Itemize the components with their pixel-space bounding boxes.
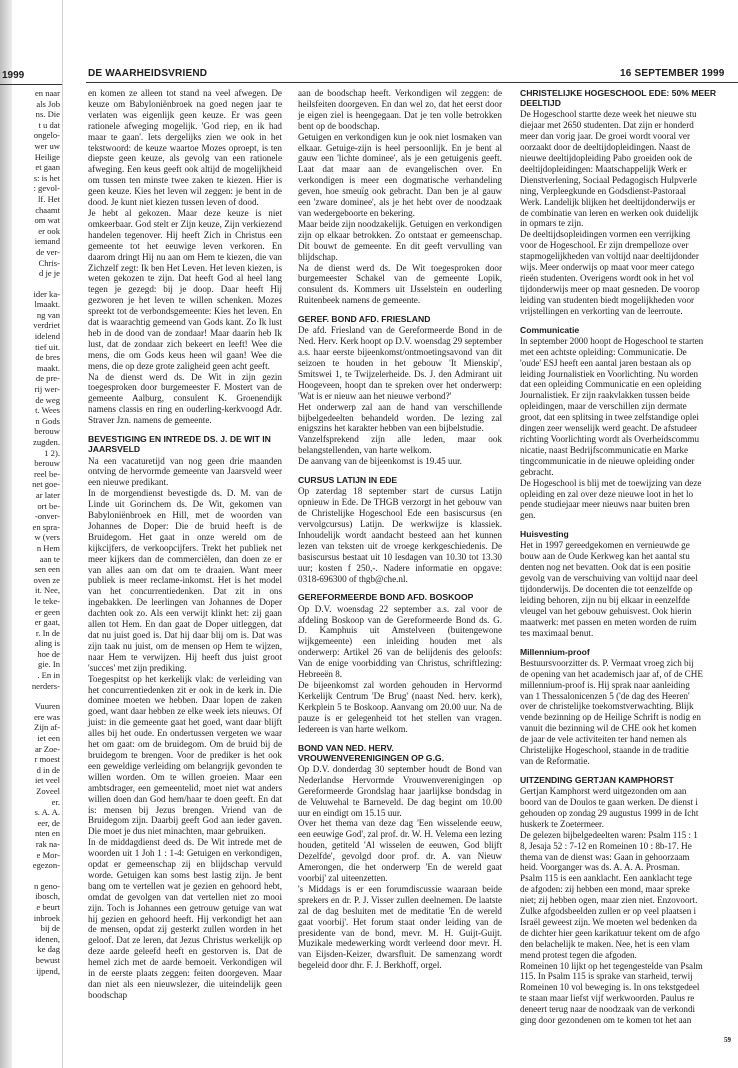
previous-page-line: ibosch, [35,891,60,902]
paragraph: In de middagdienst deed ds. De Wit intrede met de woorden uit 1 Joh 1 : 1-4: Getuigen en verkondigen, opdat er gemeenschap zij en blijdschap vervuld worde. Getuigen kan soms best lastig zijn. Je bent bang om te vertellen wat je gezien en gehoord hebt, omdat de gevolgen van dat vertellen niet zo mooi zijn. Toch is Johannes een getrouw getuige van wat hij gezien en gehoord heeft. Hij verkondigt het aan de mensen, opdat zij gesterkt zullen worden in het geloof. Dat ze leren, dat Jezus Christus werkelijk op deze aarde geleefd heeft en gestorven is. Dat de hemel zich met de aarde bemoeit. Verkondigen wil in de eerste plaats zeggen: feiten doorgeven. Maar dan niet als een nieuwslezer, die uiteindelijk geen boodschap [88,837,282,1000]
text-line: den belachelijk te maken. Nee, het is een vlam [520,938,690,949]
previous-page-line: et gaan [35,162,60,173]
previous-page-line: . En in [37,670,60,681]
previous-page-line: ort be- [37,500,60,511]
previous-page-line: s. A. A. [34,807,60,818]
previous-page-line: tief uit. [35,341,60,352]
paragraph: 's Middags is er een forumdiscussie waaraan beide sprekers en dr. P. J. Visser zullen deelnemen. De laatste zal de dag besluiten met de meditatie 'En de wereld gaat voorbij'. Het forum staat onder leiding van de presidente van de bond, mevr. M. H. Guijt-Guijt. Muzikale medewerking wordt verleend door mevr. H. van Eijsden-Keizer, dwarsfluit. De samenzang wordt begeleid door dhr. F. J. Berkhoff, orgel. [298,883,502,971]
text-line: Zulke afgodsbeelden zullen er op veel plaatsen i [520,906,697,917]
text-line: Werk. Landelijk blijken het deeltijdonderwijs er [520,196,696,207]
text-line: Psalm 115 is een aanklacht. Een aanklacht tege [520,873,692,884]
text-line: 115. In Psalm 115 is sprake van starheid, terwij [520,971,693,982]
previous-page-line: rak na- [35,838,60,849]
previous-page-line: er ook [38,225,60,236]
text-line: deeltijdopleidingen: Maatschappelijk Werk er [520,163,687,174]
previous-page-line: rij wer- [34,384,60,395]
text-line: De gelezen bijbelgedeelten waren: Psalm 115 : 1 [520,829,698,840]
text-line: van de Reformatie. [520,755,590,766]
text-line: richting Voorlichting wordt als Overheidscommu [520,433,700,444]
paragraph: In de morgendienst bevestigde ds. D. M. van de Linde uit Gorinchem ds. De Wit, gekomen van Babyloniënbroek en Hill, met de woorden van Johannes de Doper: Die de bruid heeft is de Bruidegom. Het gaat in onze wereld om de kijkcijfers, de verkoopcijfers. Trekt het publiek net meer kijkers dan de commerciëlen, dan doen ze er van alles aan om dat om te draaien. Want meer publiek is meer reclame-inkomst. Het is het model van het concurrentiedenken. Dat zit in ons ingebakken. De leerlingen van Johannes de Doper dachten ook zo. Als een verwijt klinkt het: zij gaan allen tot Hem. En dan gaat de Doper uitleggen, dat dat nu juist goed is. Dat hij daar blij om is. Dat was zijn taak nu juist, om de mensen op Hem te wijzen, naar Hem te verwijzen. Hij heeft dus juist groot 'succes' met zijn prediking. [88,488,282,673]
previous-page-line: bewust [35,954,60,965]
page-number: 59 [724,1036,731,1044]
text-line: wijs. Meer onderwijs op maat voor meer catego [520,262,695,273]
previous-page-line: de pre- [35,373,60,384]
paragraph: Na de dienst werd ds. De Wit toegesproken door burgemeester Schakel van de gemeente Lopik, consulent ds. Kommers uit IJsselstein en ouderling Ruitenbeek namens de gemeente. [298,262,502,306]
previous-page-line: de weg [35,394,60,405]
text-line: groot, dat een splitsing in twee zelfstandige oplei [520,412,699,423]
previous-page-line: idenen, [34,933,60,944]
previous-page-line: en naar [34,88,60,98]
previous-page-line: als Job [36,98,60,109]
previous-page-line: Chris- [38,257,60,268]
article-heading-che: CHRISTELIJKE HOGESCHOOL EDE: 50% MEER DEELTIJD [520,88,717,109]
text-line: niet; zij hebben ogen, maar zien niet. Enzovoort. [520,895,698,906]
previous-page-line: ere was [33,711,60,722]
communicatie-text [520,336,738,521]
paragraph: Op D.V. woensdag 22 september a.s. zal voor de afdeling Boskoop van de Gereformeerde Bond ds. G. D. Kamphuis uit Amstelveen (buitengewone wijkgemeente) een inleiding houden met als onderwerp: Artikel 26 van de belijdenis des geloofs: Van de enige voorbidding van Christus, schriftlezing: Hebreeën 8. [298,603,502,680]
subheading-huisvesting: Huisvesting [520,529,569,540]
previous-page-line: net goe- [32,479,60,490]
text-line: gevolg van de verschuiving van voltijd naar deel [520,573,698,584]
previous-page-line: lf. Het [38,193,60,204]
previous-page-line: nerders- [31,680,60,691]
previous-page-line: le teke- [34,595,60,606]
text-line: De deeltijdsopleidingen vormen een verrijking [520,229,691,240]
subheading-millennium: Millennium-proof [520,646,590,657]
text-line: de afgoden: zij hebben een mond, maar spreke [520,884,690,895]
previous-page-line: zugden. [33,437,60,447]
text-line: maatwerk: met passen en meten worden de ruim [520,616,697,627]
che-text [520,109,738,316]
article-heading-latijn: CURSUS LATIJN IN EDE [298,475,398,486]
paragraph: De bijeenkomst zal worden gehouden in Hervormd Kerkelijk Centrum 'De Brug' (naast Ned. herv. kerk), Kerkplein 5 te Boskoop. Aanvang om 20.00 uur. Na de pauze is er gelegenheid tot het stellen van vragen. Iedereen is van harte welkom. [298,680,502,734]
text-line: meer dan vorig jaar. De groei wordt vooral ver [520,131,691,142]
previous-page-line: idelend [34,331,60,342]
publication-title: DE WAARHEIDSVRIEND [88,68,208,79]
text-line: tijdonderwijs. De docenten die tot eenzelfde op [520,584,693,595]
text-line: De Hogeschool startte deze week het nieuwe stu [520,109,697,120]
subheading-communicatie: Communicatie [520,324,580,335]
paragraph: Vanzelfsprekend zijn alle leden, maar ook belangstellenden, van harte welkom. [298,434,502,456]
column-2 [298,88,502,971]
text-line: Dienstverlening, Sociaal Pedagogisch Hulpverle [520,174,697,185]
article-heading-boskoop: GEREFORMEERDE BOND AFD. BOSKOOP [298,592,474,603]
text-line: leiding van studenten biedt mogelijkheden voor [520,294,695,305]
previous-page-line: e Mor- [36,849,60,860]
text-line: Journalistiek. Er zijn raakvlakken tussen beide [520,390,690,401]
previous-page-line: -onver- [34,511,60,522]
text-line: dingen zeer wenselijk werd geacht. De afstudeer [520,423,698,434]
previous-page-line: maakt. [36,362,60,373]
paragraph: Op zaterdag 18 september start de cursus Latijn opnieuw in Ede. De THGB verzorgt in het gebouw van de Christelijke Hogeschool Ede een basiscursus (en vervolgcursus) Latijn. De werkwijze is klassiek. Inhoudelijk wordt aandacht besteed aan het kunnen lezen van teksten uit de vroege kerkgeschiedenis. De basiscursus bestaat uit 10 lesdagen van 10.30 tot 13.30 uur; kosten f 250,-. Nadere informatie en opgave: 0318-696300 of thgb@che.nl. [298,486,502,584]
previous-page-line: er gaat, [34,617,60,628]
millennium-text [520,658,738,767]
text-line: over de christelijke toekomstverwachting. Blijk [520,701,694,712]
previous-page-text [0,88,60,976]
text-line: heid. Voorganger was ds. A. A. A. Prosman. [520,862,680,873]
huisvesting-text [520,540,738,638]
previous-page-line: w (vers [34,532,60,543]
paragraph: Het onderwerp zal aan de hand van verschillende bijbelgedeelten behandeld worden. De lezing zal enigszins het karakter hebben van een bijbelstudie. [298,401,502,434]
previous-page-line: en spra- [32,521,60,532]
article-heading-vrouwenverenigingen: BOND VAN NED. HERV. VROUWENVERENIGINGEN OP G.G. [298,742,444,763]
text-line: nicatie, naast Bedrijfscommunicatie en Marke [520,444,688,455]
previous-page-line: inbroek [33,912,60,923]
previous-page-line: gie. In [38,659,60,670]
previous-page-line: ns. Die [35,109,60,120]
previous-page-line: er geen [34,606,60,617]
paragraph: Je hebt al gekozen. Maar deze keuze is niet omkeerbaar. God stelt er Zijn keuze, Zijn verkiezend handelen tegenover. Hij heeft Zich in Christus een gemeente tot het eeuwige leven verkoren. En daarom dringt Hij nu aan om Hem te kiezen, die van Zichzelf zegt: Ik ben Het Leven. Het leven kiezen, is weten gekozen te zijn. Dat heeft God al heel lang tegen je gezegd: bij je doop. Daar heeft Hij gezworen je het leven te willen schenken. Mozes spreekt tot de verbondsgemeente: Kies het leven. En dat is waarachtig gemeend van Gods kant. Zo Ik lust heb in de dood van de zondaar! Maar daarin heb Ik lust, dat de zondaar zich bekeert en leeft! Wee die mens, die om Gods keus heen wil gaan! Wee die mens, die op deze grote zaligheid geen acht geeft. [88,207,282,371]
text-line: vleugel van het gebouw gehuisvest. Ook hierin [520,605,692,616]
text-line: de jaar de vele activiteiten ter hand nemen als [520,734,687,745]
previous-page-header: 1999 [2,70,25,81]
text-line: huskerk te Zoetermeer. [520,818,604,829]
text-line: leiding behoren, zijn nu bij elkaar in eenzelfde [520,594,690,605]
text-line: stapmogelijkheden van voltijd naar deeltijdonder [520,251,699,262]
text-line: Christelijke Hogeschool, staande in de traditie [520,745,689,756]
previous-page-line: Zoveel [36,786,60,796]
previous-page-line: 1 2). [44,447,60,458]
previous-page-line: e beurt [36,901,60,912]
text-line: 'oude' ESJ heeft een aantal jaren bestaan als op [520,357,692,368]
text-line: Romeinen 10 lijkt op het tegengestelde van Psalm [520,960,703,971]
previous-page-line: lmaakt. [34,299,60,310]
text-line: boord van de Doulos te gaan werken. De dienst i [520,796,698,807]
text-line: Bestuursvoorzitter ds. P. Vermaat vroeg zich bij [520,657,694,668]
text-line: tingcommunicatie in de nieuwe opleiding onder [520,455,695,466]
text-line: bouw aan de Oude Kerkweg kan het aantal stu [520,551,690,562]
line-gap [0,691,60,701]
text-line: opleiding en zal over deze nieuwe loot in het lo [520,488,694,499]
line-gap [0,871,60,881]
text-line: dat een opleiding Communicatie en een opleiding [520,379,702,390]
text-line: denten nog net bevatten. Ook dat is een positie [520,562,691,573]
previous-page-line: iet veel [34,775,60,786]
previous-page-line: it. Nee, [34,585,60,596]
text-line: pende studiejaar meer nieuws naar buiten bren [520,499,690,510]
text-line: gehouden op zondag 29 augustus 1999 in de Icht [520,807,699,818]
previous-page-line: t. Wees [35,405,60,416]
text-line: oorzaakt door de deeltijdopleidingen. Naast de [520,142,691,153]
previous-page-line: iet een [37,733,60,744]
previous-page-line: aan te [39,553,60,564]
previous-page-line: r moest [34,754,60,765]
text-line: ning, Verpleegkunde en Godsdienst-Pastoraal [520,185,687,196]
previous-page-line: om wat [34,215,60,226]
paragraph: aan de boodschap heeft. Verkondigen wil zeggen: de heilsfeiten doorgeven. En dan wel zo, dat het eerst door je eigen ziel is heengegaan. Dat je ten volle betrokken bent op de boodschap. [298,88,502,131]
previous-page-line: verdriet [33,320,60,331]
previous-page-line: ar Zoe- [34,743,60,754]
previous-page-line: ider ka- [33,288,60,299]
previous-page-line: chaamt [35,204,60,215]
text-line: vende bezinning op de Heilige Schrift is nodig en [520,712,701,723]
previous-page-line: reel be- [34,468,60,479]
paragraph: Na de dienst werd ds. De Wit in zijn gezin toegesproken door burgemeester F. Mostert van de gemeente Aalburg, consulent K. Groenendijk namens classis en ring en ouderling-kerkvoogd Adr. Straver Jzn. namens de gemeente. [88,371,282,426]
text-line: rieën studenten. Overigens wordt ook in het vol [520,273,694,283]
previous-page-line: d in de [36,764,60,775]
previous-page-line: ke dag [37,944,60,955]
text-line: gen. [520,510,536,521]
column-3 [520,88,738,1026]
previous-page-line: Heilige [34,151,60,162]
text-line: deneert terug naar de noodzaak van de verkondi [520,1004,696,1015]
line-gap [0,279,60,289]
previous-page-line: nten en [34,828,60,839]
previous-page-line: aling is [34,638,60,649]
text-line: met een achtste opleiding: Communicatie. De [520,346,687,357]
text-line: in opmars te zijn. [520,218,584,229]
paragraph: Na een vacaturetijd van nog geen drie maanden ontving de hervormde gemeente van Jaarsveld weer een nieuwe predikant. [88,455,282,488]
previous-page-line: n Hem [36,542,60,553]
text-line: nieuwe deeltijdopleiding Pabo groeiden ook de [520,153,693,164]
paragraph: Toegespitst op het kerkelijk vlak: de verleiding van het concurrentiedenken zit er ook in de kerk in. Die dominee moeten we hebben. Daar lopen de zaken goed, want daar hebben ze elke week iets nieuws. Of juist: in die gemeente gaat het goed, want daar blijft alles bij het oude. En ondertussen vergeten we waar het om gaat: om de bruidegom. Om de bruid bij de bruidegom te brengen. Voor de prediker is het ook een geweldige verleiding om belangrijk gevonden te willen worden. Om te willen groeien. Maar een ambtsdrager, een gemeentelid, moet niet wat anders willen doen dan God hem/haar te doen geeft. En dat is: mensen bij Jezus brengen. Vriend van de Bruidegom zijn. Daarbij geeft God aan ieder gaven. Die moet je dus niet minachten, maar gebruiken. [88,673,282,837]
text-line: millennium-proof is. Hij sprak naar aanleiding [520,679,690,690]
kamphorst-text [520,786,738,1026]
text-line: Romeinen 10 vol beweging is. In ons tekstgedeel [520,982,700,993]
page-fold [62,0,63,1068]
text-line: thema van de dienst was: Gaan in gehoorzaam [520,851,690,862]
previous-page-fragment [0,64,62,1044]
paragraph: Over het thema van deze dag 'Een wisselende eeuw, een eeuwige God', zal prof. dr. W. H. Velema een lezing houden, getiteld 'Al wisselen de eeuwen, God blijft Dezelfde', gevolgd door prof. dr. A. van Nieuw Amerongen, die het onderwerp 'En de wereld gaat voorbij' zal uiteenzetten. [298,818,502,884]
previous-page-line: eer, de [37,817,60,828]
previous-page-line: : gevol- [33,183,60,194]
text-line: voor de Hogeschool. Er zijn drempelloze over [520,240,689,251]
previous-page-line: ijpend, [36,965,60,976]
previous-page-line: iemand [34,236,60,247]
previous-page-line: t u dat [38,119,60,130]
previous-page-line: de bres [35,352,60,363]
paragraph: De afd. Friesland van de Gereformeerde Bond in de Ned. Herv. Kerk hoopt op D.V. woensdag 29 september a.s. haar eerste bijeenkomst/ontmoetingsavond van dit seizoen te houden in het gebouw 'It Mienskip', Smitswei 1, te Twijzelerheide. Ds. J. den Admirant uit Hoogeveen, hoopt dan te spreken over het onderwerp: 'Wat is er nieuw aan het nieuwe verbond?' [298,325,502,401]
article-heading-bevestiging: BEVESTIGING EN INTREDE DS. J. DE WIT IN JAARSVELD [88,434,271,455]
article-heading-kamphorst: UITZENDING GERTJAN KAMPHORST [520,774,674,785]
text-line: diejaar met 2650 studenten. Dat zijn er honderd [520,120,694,131]
previous-page-line: s: is het [33,172,60,183]
text-line: opleidingen, maar de verschillen zijn dermate [520,401,687,412]
text-line: de dichter hier geen karikatuur tekent om de afgo [520,927,700,938]
text-line: de opening van het academisch jaar af, of de CHE [520,668,703,679]
previous-page-line: berouw [34,426,60,437]
previous-page-line: er. [51,796,60,807]
previous-page-line: wer uw [34,140,60,151]
previous-page-line: oven ze [33,574,60,585]
previous-page-line: Vuuren [34,701,60,712]
text-line: tes maximaal benut. [520,627,594,638]
previous-page-line: ng van [36,309,60,320]
previous-page-line: hoe de [37,648,60,659]
header-rule [86,82,738,83]
text-line: De Hogeschool is blij met de toewijzing van deze [520,477,702,488]
article-heading-friesland: GEREF. BOND AFD. FRIESLAND [298,314,431,325]
previous-page-rule [0,84,62,85]
previous-page-line: n Gods [35,415,60,426]
paragraph: Maar beide zijn noodzakelijk. Getuigen en verkondigen zijn op elkaar betrokken. Zo ontstaat er gemeenschap. Dit bouwt de gemeente. En dit geeft vervulling van blijdschap. [298,218,502,262]
text-line: In september 2000 hoopt de Hogeschool te starten [520,335,704,346]
paragraph: en komen ze alleen tot stand na veel afwegen. De keuze om Babyloniënbroek na goed negen jaar te verlaten was eigenlijk geen keuze. Er was geen rationele afweging mogelijk. 'God riep, en ik had maar te gaan'. Iets dergelijks zien we ook in het tekstwoord: de keuze waartoe Mozes oproept, is ten diepste geen keuze, als gevolg van een rationele afweging. Een keus geeft ook altijd de mogelijkheid om tussen ten minste twee zaken te kiezen. Hier is geen keuze. Kies het leven wil zeggen: je bent in de dood. Je kunt niet kiezen tussen leven of dood. [88,88,282,208]
previous-page-line: berouw [34,458,60,469]
previous-page-line: sen een [34,564,60,575]
text-line: leiding Journalistiek en Voorlichting. Nu worden [520,368,699,379]
previous-page-line: ongelo- [33,130,60,141]
previous-page-line: bij de [40,923,60,934]
text-line: ging door gezondenen om te komen tot het aan [520,1015,692,1026]
text-line: gebracht. [520,466,554,477]
previous-page-line: d je je [39,268,60,279]
text-line: Het in 1997 gereedgekomen en vernieuwde ge [520,540,690,551]
previous-page-line: n geno- [33,880,60,891]
column-1 [88,88,282,1001]
previous-page-line: Zijn af- [33,722,60,733]
text-line: vanuit die bezinning wil de CHE ook het komen [520,723,697,734]
text-line: tijdonderwijs meer op maat gesneden. De voorop [520,283,700,294]
text-line: de combinatie van leren en werken ook duidelijk [520,207,699,218]
issue-date: 16 SEPTEMBER 1999 [620,68,725,79]
text-line: van 1 Thessalonicenzen 5 ('de dag des Heeren' [520,690,690,701]
text-line: 8, Jesaja 52 : 7-12 en Romeinen 10 : 8b-17. He [520,840,692,851]
previous-page-line: egezon- [32,860,60,871]
previous-page-line: r. In de [35,627,60,638]
paragraph: Getuigen en verkondigen kun je ook niet losmaken van elkaar. Getuige-zijn is heel persoonlijk. En je bent al gauw een 'lichte dominee', als je een getuigenis geeft. Laat dat maar aan de evangelischen over. En verkondigen is meer een dogmatische verhandeling geven, hoe smeuïg ook gebracht. Dan ben je al gauw een 'zware dominee', als je het hebt over de noodzaak van wedergeboorte en bekering. [298,131,502,218]
text-line: Gertjan Kamphorst werd uitgezonden om aan [520,786,687,797]
text-line: vrijstellingen en verkorting van de leerroute. [520,305,683,316]
paragraph: De aanvang van de bijeenkomst is 19.45 uur. [298,456,462,467]
text-line: Israël geweest zijn. We moeten wel bedenken da [520,916,697,927]
previous-page-line: ar later [35,489,60,500]
text-line: mend protest tegen die afgoden. [520,949,637,960]
text-line: te staan maar liefst vijf werkwoorden. Paulus re [520,993,695,1004]
paragraph: Op D.V. donderdag 30 september houdt de Bond van Nederlandse Hervormde Vrouwenverenigingen op Gereformeerde Grondslag haar jaarlijkse bondsdag in de Veluwehal te Barneveld. De dag begint om 10.00 uur en eindigt om 15.15 uur. [298,763,502,818]
previous-page-line: de ver- [36,246,60,257]
